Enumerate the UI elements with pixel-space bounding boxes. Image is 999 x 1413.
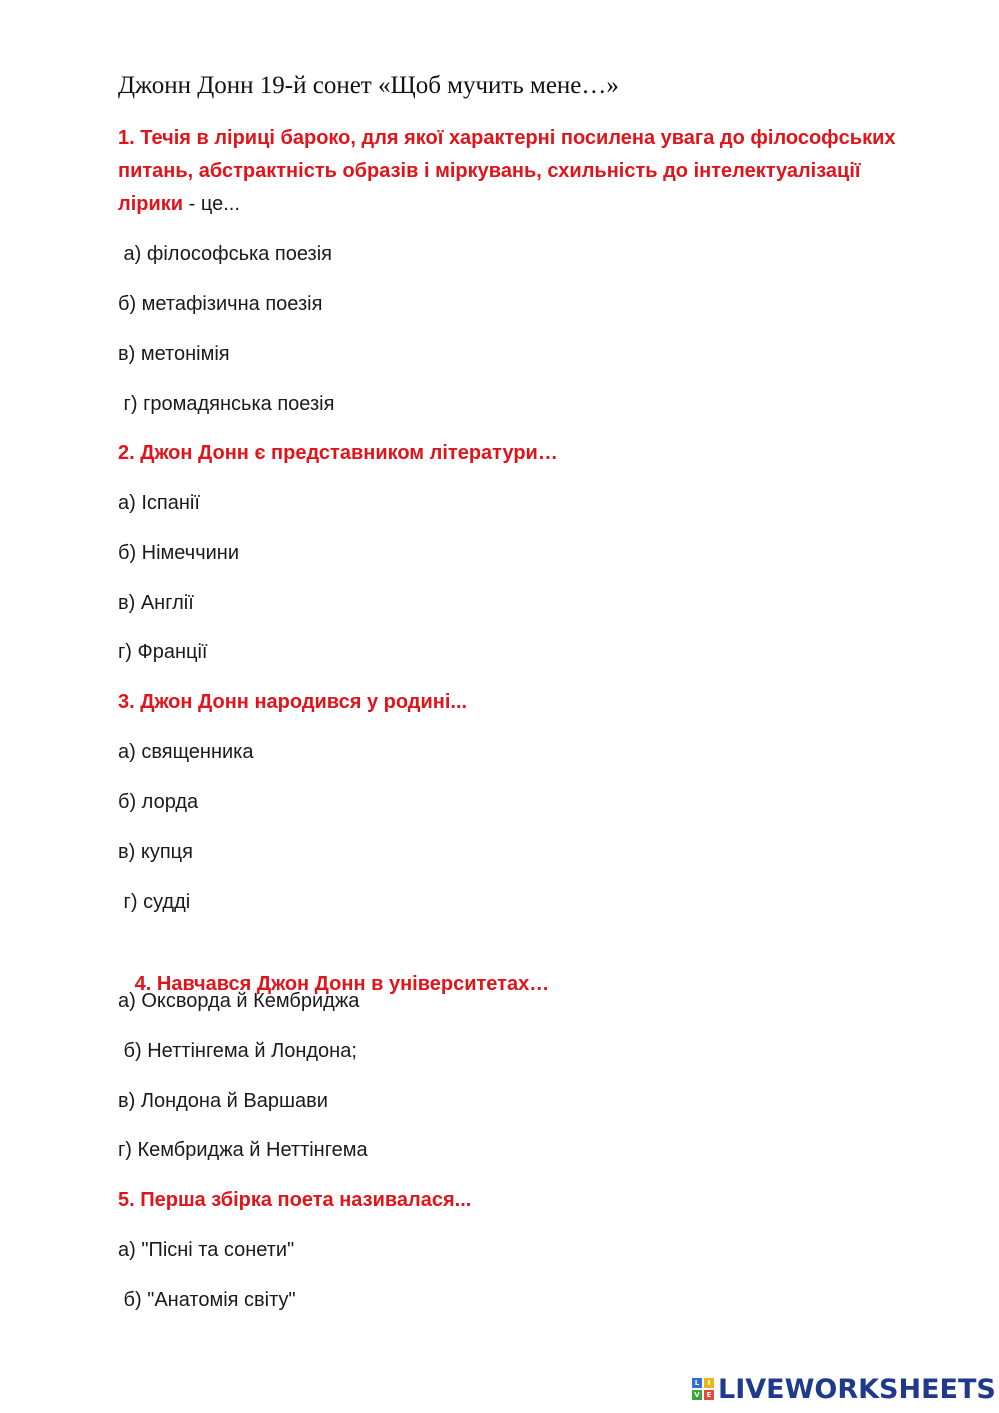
q1-option-c: в) метонімія bbox=[118, 343, 230, 365]
question-1 bbox=[118, 122, 918, 221]
logo-square: I bbox=[704, 1378, 714, 1388]
q3-option-b: б) лорда bbox=[118, 791, 199, 813]
question-1-tail: - це... bbox=[183, 193, 240, 215]
q2-option-d: г) Франції bbox=[118, 641, 208, 663]
question-5-text: 5. Перша збірка поета називалася... bbox=[118, 1189, 472, 1211]
q4-option-c: в) Лондона й Варшави bbox=[118, 1090, 328, 1112]
question-1-text: 1. Течія в ліриці бароко, для якої характерні посилена увага до філософських питань, абстрактність образів і міркувань, схильність до інтелектуалізації лірики bbox=[118, 127, 896, 215]
q3-option-d: г) судді bbox=[118, 891, 191, 913]
question-4-text: 4. Навчався Джон Донн в університетах… bbox=[129, 973, 550, 995]
q5-option-b: б) "Анатомія світу" bbox=[118, 1289, 296, 1311]
question-2-text: 2. Джон Донн є представником літератури… bbox=[118, 442, 558, 464]
q3-option-a: а) священника bbox=[118, 741, 254, 763]
q1-option-d: г) громадянська поезія bbox=[118, 393, 335, 415]
q5-option-a: а) "Пісні та сонети" bbox=[118, 1239, 295, 1261]
q2-option-b: б) Німеччини bbox=[118, 542, 239, 564]
logo-square: V bbox=[692, 1390, 702, 1400]
q4-option-a: а) Оксворда й Кембриджа bbox=[118, 990, 360, 1012]
q2-option-c: в) Англії bbox=[118, 592, 194, 614]
q2-option-a: а) Іспанії bbox=[118, 492, 200, 514]
q4-option-d: г) Кембриджа й Неттінгема bbox=[118, 1139, 368, 1161]
q4-option-b: б) Неттінгема й Лондона; bbox=[118, 1040, 357, 1062]
question-3 bbox=[118, 686, 467, 719]
logo-square: L bbox=[692, 1378, 702, 1388]
logo-squares-icon bbox=[692, 1378, 714, 1400]
question-2 bbox=[118, 437, 558, 470]
logo-square: E bbox=[704, 1390, 714, 1400]
q1-option-a: а) філософська поезія bbox=[118, 243, 332, 265]
page-title: Джонн Донн 19-й сонет «Щоб мучить мене…» bbox=[118, 72, 619, 99]
question-3-text: 3. Джон Донн народився у родині... bbox=[118, 691, 468, 713]
q1-option-b: б) метафізична поезія bbox=[118, 293, 323, 315]
logo-text: LIVEWORKSHEETS bbox=[718, 1373, 996, 1405]
question-5 bbox=[118, 1184, 471, 1217]
q3-option-c: в) купця bbox=[118, 841, 193, 863]
liveworksheets-logo[interactable] bbox=[692, 1372, 996, 1406]
